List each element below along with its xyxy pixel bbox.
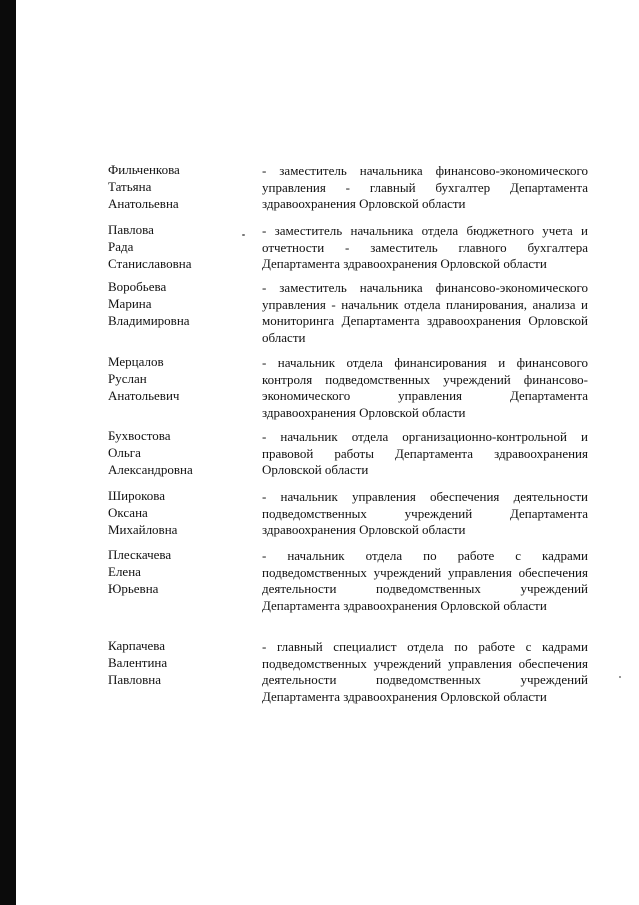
surname: Плескачева bbox=[108, 547, 172, 562]
surname: Мерцалов bbox=[108, 354, 164, 369]
position-description: - начальник отдела финансирования и финансового контроля подведомственных учреждений финансово-экономического управления Департамента здравоохранения Орловской области bbox=[262, 355, 588, 420]
surname: Павлова bbox=[108, 222, 154, 237]
first-name: Оксана bbox=[108, 505, 148, 520]
patronymic: Анатольевич bbox=[108, 388, 180, 403]
first-name: Рада bbox=[108, 239, 134, 254]
patronymic: Станиславовна bbox=[108, 256, 192, 271]
surname: Фильченкова bbox=[108, 162, 180, 177]
patronymic: Анатольевна bbox=[108, 196, 179, 211]
staff-name bbox=[108, 353, 248, 404]
staff-name bbox=[108, 546, 248, 597]
surname: Воробьева bbox=[108, 279, 167, 294]
position-description: - заместитель начальника финансово-экономического управления - главный бухгалтер Департамента здравоохранения Орловской области bbox=[262, 163, 588, 211]
scan-edge bbox=[0, 0, 16, 905]
patronymic: Владимировна bbox=[108, 313, 190, 328]
staff-name bbox=[108, 637, 248, 688]
first-name: Елена bbox=[108, 564, 141, 579]
staff-name bbox=[108, 427, 248, 478]
surname: Бухвостова bbox=[108, 428, 171, 443]
patronymic: Юрьевна bbox=[108, 581, 159, 596]
position-description: - заместитель начальника финансово-экономического управления - начальник отдела планирования, анализа и мониторинга Департамента здравоохранения Орловской области bbox=[262, 280, 588, 345]
surname: Широкова bbox=[108, 488, 165, 503]
staff-name bbox=[108, 161, 248, 212]
document-page bbox=[16, 0, 639, 905]
first-name: Валентина bbox=[108, 655, 168, 670]
scan-speck bbox=[242, 234, 245, 236]
scan-speck bbox=[619, 676, 621, 678]
staff-name bbox=[108, 278, 248, 329]
surname: Карпачева bbox=[108, 638, 166, 653]
patronymic: Павловна bbox=[108, 672, 161, 687]
first-name: Ольга bbox=[108, 445, 141, 460]
position-description: - главный специалист отдела по работе с кадрами подведомственных учреждений управления обеспечения деятельности подведомственных учреждений Департамента здравоохранения Орловской области bbox=[262, 639, 588, 704]
patronymic: Александровна bbox=[108, 462, 193, 477]
position-description: - начальник отдела организационно-контрольной и правовой работы Департамента здравоохранения Орловской области bbox=[262, 429, 588, 477]
first-name: Руслан bbox=[108, 371, 147, 386]
patronymic: Михайловна bbox=[108, 522, 178, 537]
position-description: - начальник отдела по работе с кадрами подведомственных учреждений управления обеспечения деятельности подведомственных учреждений Департамента здравоохранения Орловской области bbox=[262, 548, 588, 613]
staff-name bbox=[108, 221, 248, 272]
first-name: Татьяна bbox=[108, 179, 152, 194]
position-description: - заместитель начальника отдела бюджетного учета и отчетности - заместитель главного бухгалтера Департамента здравоохранения Орловской области bbox=[262, 223, 588, 271]
position-description: - начальник управления обеспечения деятельности подведомственных учреждений Департамента здравоохранения Орловской области bbox=[262, 489, 588, 537]
staff-name bbox=[108, 487, 248, 538]
first-name: Марина bbox=[108, 296, 152, 311]
